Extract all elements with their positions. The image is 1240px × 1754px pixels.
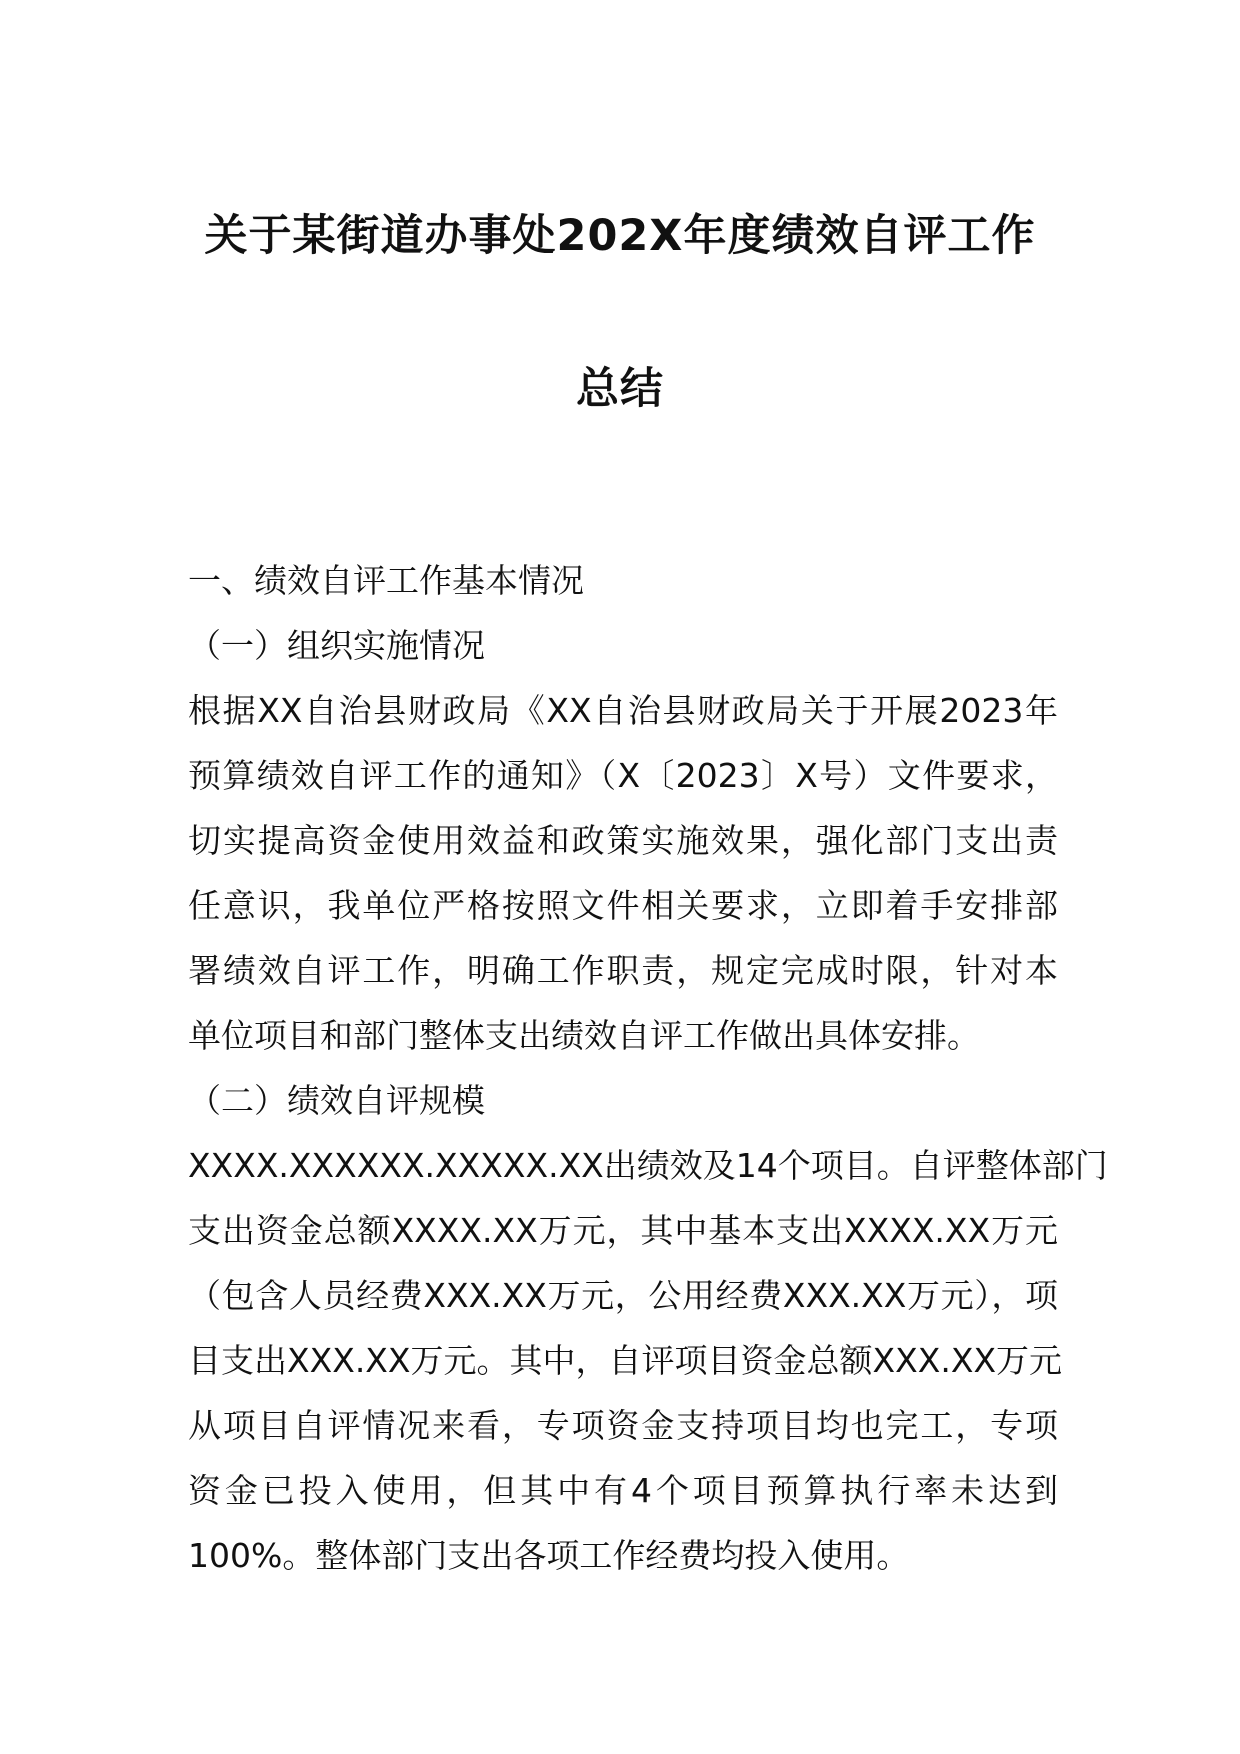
paragraph-1-line-6: 单位项目和部门整体支出绩效自评工作做出具体安排。 — [188, 1016, 980, 1055]
section-heading-1: 一、绩效自评工作基本情况 — [188, 561, 584, 600]
paragraph-2-line-6: 资金已投入使用，但其中有4个项目预算执行率未达到 — [188, 1471, 1058, 1510]
subsection-heading-2: （二）绩效自评规模 — [188, 1081, 485, 1120]
document-title-line-2: 总结 — [576, 364, 664, 414]
document-body — [188, 548, 1108, 1588]
paragraph-2-line-7: 100%。整体部门支出各项工作经费均投入使用。 — [188, 1536, 910, 1575]
paragraph-1-line-3: 切实提高资金使用效益和政策实施效果，强化部门支出责 — [188, 821, 1058, 860]
subsection-heading-1: （一）组织实施情况 — [188, 626, 485, 665]
paragraph-1-line-4: 任意识，我单位严格按照文件相关要求，立即着手安排部 — [188, 886, 1058, 925]
document-title-line-1: 关于某街道办事处202X年度绩效自评工作 — [204, 211, 1036, 261]
paragraph-1-line-1: 根据XX自治县财政局《XX自治县财政局关于开展2023年 — [188, 691, 1058, 730]
paragraph-2-line-4: 目支出XXX.XX万元。其中，自评项目资金总额XXX.XX万元 — [188, 1341, 1063, 1380]
paragraph-2-line-5: 从项目自评情况来看，专项资金支持项目均也完工，专项 — [188, 1406, 1058, 1445]
paragraph-1-line-5: 署绩效自评工作，明确工作职责，规定完成时限，针对本 — [188, 951, 1058, 990]
paragraph-2-line-3: （包含人员经费XXX.XX万元，公用经费XXX.XX万元），项 — [188, 1276, 1058, 1315]
paragraph-2-line-2: 支出资金总额XXXX.XX万元，其中基本支出XXXX.XX万元 — [188, 1211, 1058, 1250]
paragraph-2-line-1: XXXX.XXXXXX.XXXXX.XX出绩效及14个项目。自评整体部门 — [188, 1146, 1108, 1185]
paragraph-1-line-2: 预算绩效自评工作的通知》（X〔2023〕X号）文件要求， — [188, 756, 1058, 795]
